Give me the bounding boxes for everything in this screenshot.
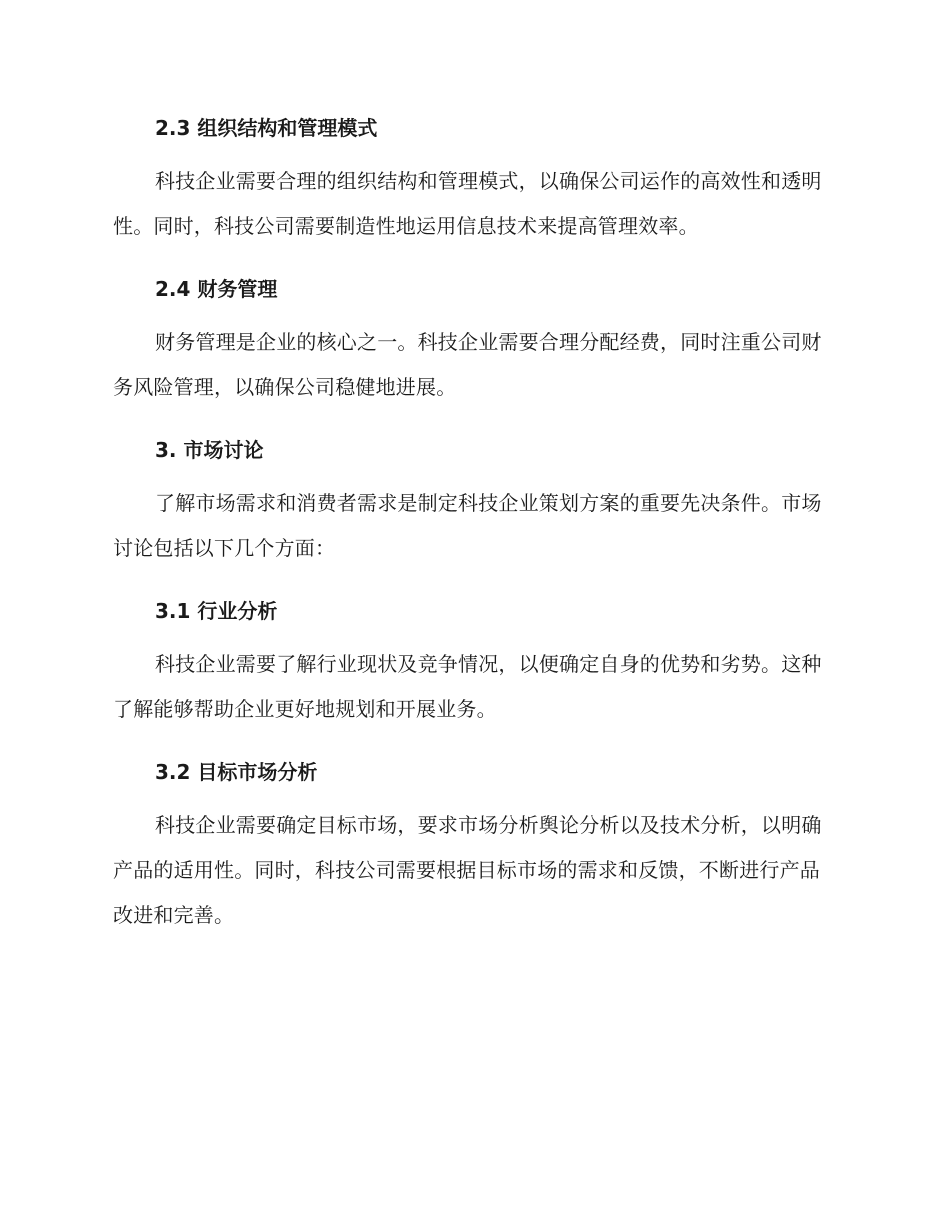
paragraph-line: 市场讨论包括以下几个方面： [113, 491, 822, 560]
paragraph-line: 这种了解能够帮助企业更好地规划和开展业务。 [113, 652, 822, 721]
section-paragraph-2-3 [113, 159, 833, 249]
section-heading-2-4: 2.4 财务管理 [155, 277, 278, 301]
section-paragraph-2-4 [113, 320, 833, 410]
paragraph-line: 进行产品改进和完善。 [113, 858, 821, 927]
paragraph-line: 科技企业需要确定目标市场，要求市场分析舆论分析以及技术分析，以 [155, 813, 782, 837]
paragraph-line: 了解市场需求和消费者需求是制定科技企业策划方案的重要先决条件。 [155, 491, 782, 515]
section-heading-2-3: 2.3 组织结构和管理模式 [155, 116, 378, 140]
section-paragraph-3-1 [113, 642, 833, 732]
section-heading-3-2: 3.2 目标市场分析 [155, 760, 318, 784]
section-paragraph-3 [113, 481, 833, 571]
paragraph-line: 司财务风险管理，以确保公司稳健地进展。 [113, 330, 822, 399]
section-heading-3-1: 3.1 行业分析 [155, 599, 278, 623]
section-heading-3: 3. 市场讨论 [155, 438, 264, 462]
paragraph-line: 科技企业需要了解行业现状及竞争情况，以便确定自身的优势和劣势。 [155, 652, 782, 676]
paragraph-line: 财务管理是企业的核心之一。科技企业需要合理分配经费，同时注重公 [155, 330, 782, 354]
section-paragraph-3-2 [113, 803, 833, 938]
document-body [113, 110, 833, 960]
paragraph-line: 科技企业需要合理的组织结构和管理模式，以确保公司运作的高效性和 [155, 169, 782, 193]
paragraph-line: 明确产品的适用性。同时，科技公司需要根据目标市场的需求和反馈，不断 [113, 813, 822, 882]
paragraph-line: 透明性。同时，科技公司需要制造性地运用信息技术来提高管理效率。 [113, 169, 822, 238]
